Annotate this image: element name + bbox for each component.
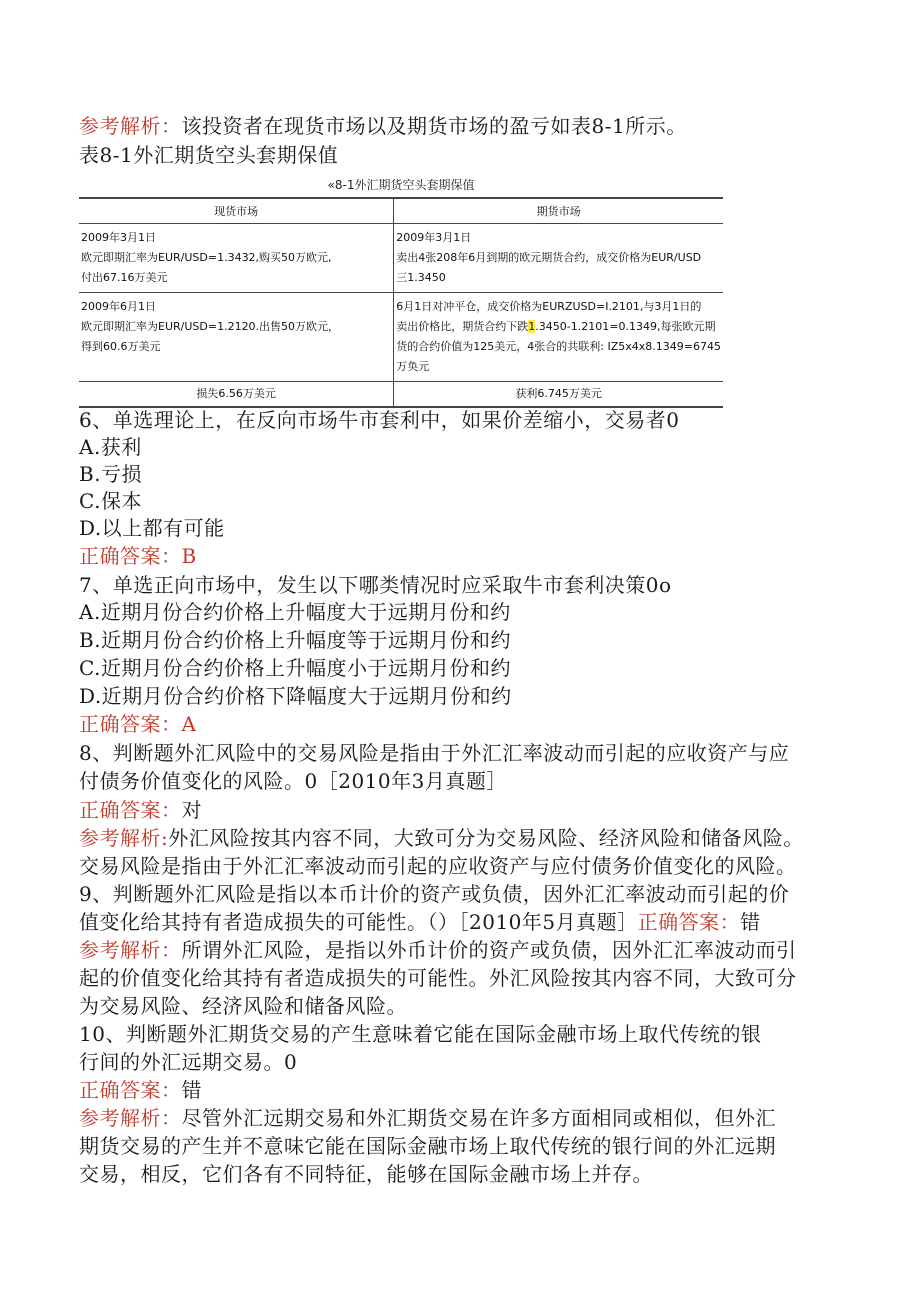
q8-stem-line-1: 8、判断题外汇风险中的交易风险是指由于外汇汇率波动而引起的应收资产与应 bbox=[79, 741, 790, 765]
answer-value: 对 bbox=[181, 798, 202, 822]
table-footer-row bbox=[79, 382, 723, 408]
futures-gain: 获利6.745万美元 bbox=[394, 382, 723, 408]
q7-answer bbox=[79, 711, 196, 738]
q7-option-b: B.近期月份合约价格上升幅度等于远期月份和约 bbox=[79, 628, 512, 652]
q7-option-d: D.近期月份合约价格下降幅度大于远期月份和约 bbox=[79, 684, 512, 708]
q10-analysis-line-3: 交易，相反，它们各有不同特征，能够在国际金融市场上并存。 bbox=[79, 1162, 653, 1186]
intro-line bbox=[79, 113, 687, 140]
futures-cell-march bbox=[394, 224, 723, 293]
answer-label: 正确答案： bbox=[637, 910, 741, 934]
q6-answer bbox=[79, 543, 197, 570]
spot-paid: 付出67.16万美元 bbox=[81, 271, 168, 282]
hedge-table bbox=[79, 197, 723, 408]
q6-option-b: B.亏损 bbox=[79, 462, 143, 486]
highlight-mark: 1 bbox=[528, 320, 536, 333]
q9-stem-line-2 bbox=[79, 909, 761, 936]
answer-label: 正确答案： bbox=[79, 544, 182, 568]
header-spot-market: 现货市场 bbox=[79, 198, 394, 224]
q10-answer bbox=[79, 1077, 202, 1104]
q9-stem-text: 值变化给其持有者造成损失的可能性。（）［2010年5月真题］ bbox=[79, 910, 638, 934]
q6-option-d: D.以上都有可能 bbox=[79, 516, 225, 540]
intro-text: 该投资者在现货市场以及期货市场的盈亏如表8-1所示。 bbox=[181, 114, 687, 138]
q7-option-a: A.近期月份合约价格上升幅度大于远期月份和约 bbox=[79, 600, 511, 624]
spot-rate: 欧元即期汇率为EUR/USD=1.3432,购买50万欧元, bbox=[81, 251, 332, 264]
futures-unit: 万奂元 bbox=[396, 360, 430, 373]
q8-analysis-line-2: 交易风险是指由于外汇汇率波动而引起的应收资产与应付债务价值变化的风险。 bbox=[79, 854, 797, 878]
q9-analysis-line-3: 为交易风险、经济风险和储备风险。 bbox=[79, 994, 407, 1018]
answer-value: B bbox=[181, 544, 197, 568]
futures-sell: 卖出4张208年6月到期的欧元期货合约，成交价格为EUR/USD bbox=[396, 251, 702, 264]
q10-analysis-line-1 bbox=[79, 1105, 776, 1132]
q6-option-c: C.保本 bbox=[79, 489, 142, 513]
futures-profit: 货的合约价值为125美元，4张合的共联利: IZ5x4x8.1349=6745 bbox=[396, 340, 721, 353]
spot-date: 2009年6月1日 bbox=[81, 300, 156, 313]
spot-received: 得到60.6万美元 bbox=[81, 340, 161, 353]
spot-cell-march bbox=[79, 224, 394, 293]
futures-price: 三1.3450 bbox=[396, 271, 446, 284]
q10-stem-line-1: 10、判断题外汇期货交易的产生意味着它能在国际金融市场上取代传统的银 bbox=[79, 1022, 762, 1046]
q10-analysis-line-2: 期货交易的产生并不意味它能在国际金融市场上取代传统的银行间的外汇远期 bbox=[79, 1134, 776, 1158]
analysis-text: 所谓外汇风险，是指以外币计价的资产或负债，因外汇汇率波动而引 bbox=[181, 938, 797, 962]
q6-stem: 6、单选理论上，在反向市场牛市套利中，如果价差缩小，交易者0 bbox=[79, 408, 680, 432]
q7-option-c: C.近期月份合约价格上升幅度小于远期月份和约 bbox=[79, 656, 511, 680]
spot-cell-june bbox=[79, 293, 394, 382]
futures-drop-text: 卖出价格比，期货合约下跌 bbox=[396, 320, 529, 333]
table-caption: 表8-1外汇期货空头套期保值 bbox=[79, 143, 339, 167]
q8-stem-line-2: 付债务价值变化的风险。0［2010年3月真题］ bbox=[79, 769, 507, 793]
q10-stem-line-2: 行间的外汇远期交易。0 bbox=[79, 1050, 298, 1074]
futures-cell-june bbox=[394, 293, 723, 382]
futures-close: 6月1日对冲平仓，成交价格为EURZUSD=I.2101,与3月1日的 bbox=[396, 300, 702, 313]
analysis-label: 参考解析: bbox=[79, 826, 169, 850]
spot-rate: 欧元即期汇率为EUR/USD=1.2120.出售50万欧元， bbox=[81, 320, 340, 333]
q9-analysis-line-2: 起的价值变化给其持有者造成损失的可能性。外汇风险按其内容不同，大致可分 bbox=[79, 966, 797, 990]
q9-stem-line-1: 9、判断题外汇风险是指以本币计价的资产或负债，因外汇汇率波动而引起的价 bbox=[79, 882, 790, 906]
answer-label: 正确答案： bbox=[79, 1078, 182, 1102]
header-futures-market: 期货市场 bbox=[394, 198, 723, 224]
table-row bbox=[79, 293, 723, 382]
answer-value: A bbox=[181, 712, 197, 736]
answer-label: 正确答案： bbox=[79, 798, 182, 822]
analysis-label: 参考解析： bbox=[79, 938, 182, 962]
q6-option-a: A.获利 bbox=[79, 435, 142, 459]
q7-stem: 7、单选正向市场中，发生以下哪类情况时应采取牛市套利决策0o bbox=[79, 573, 672, 597]
spot-loss: 损失6.56万美元 bbox=[79, 382, 394, 408]
analysis-text: 外汇风险按其内容不同，大致可分为交易风险、经济风险和储备风险。 bbox=[168, 826, 804, 850]
table-header-row bbox=[79, 198, 723, 224]
analysis-label: 参考解析： bbox=[79, 114, 182, 138]
answer-value: 错 bbox=[181, 1078, 202, 1102]
analysis-label: 参考解析： bbox=[79, 1106, 182, 1130]
answer-value: 错 bbox=[740, 910, 761, 934]
futures-drop bbox=[396, 317, 721, 337]
spot-date: 2009年3月1日 bbox=[81, 231, 156, 244]
table-row bbox=[79, 224, 723, 293]
futures-drop-calc: .3450-1.2101=0.1349,每张欧元期 bbox=[535, 320, 716, 333]
q8-answer bbox=[79, 797, 202, 824]
futures-date: 2009年3月1日 bbox=[396, 231, 472, 244]
table-title: «8-1外汇期货空头套期保值 bbox=[327, 178, 475, 192]
answer-label: 正确答案： bbox=[79, 712, 182, 736]
q9-analysis-line-1 bbox=[79, 937, 797, 964]
analysis-text: 尽管外汇远期交易和外汇期货交易在许多方面相同或相似，但外汇 bbox=[181, 1106, 776, 1130]
q8-analysis-line-1 bbox=[79, 825, 804, 852]
